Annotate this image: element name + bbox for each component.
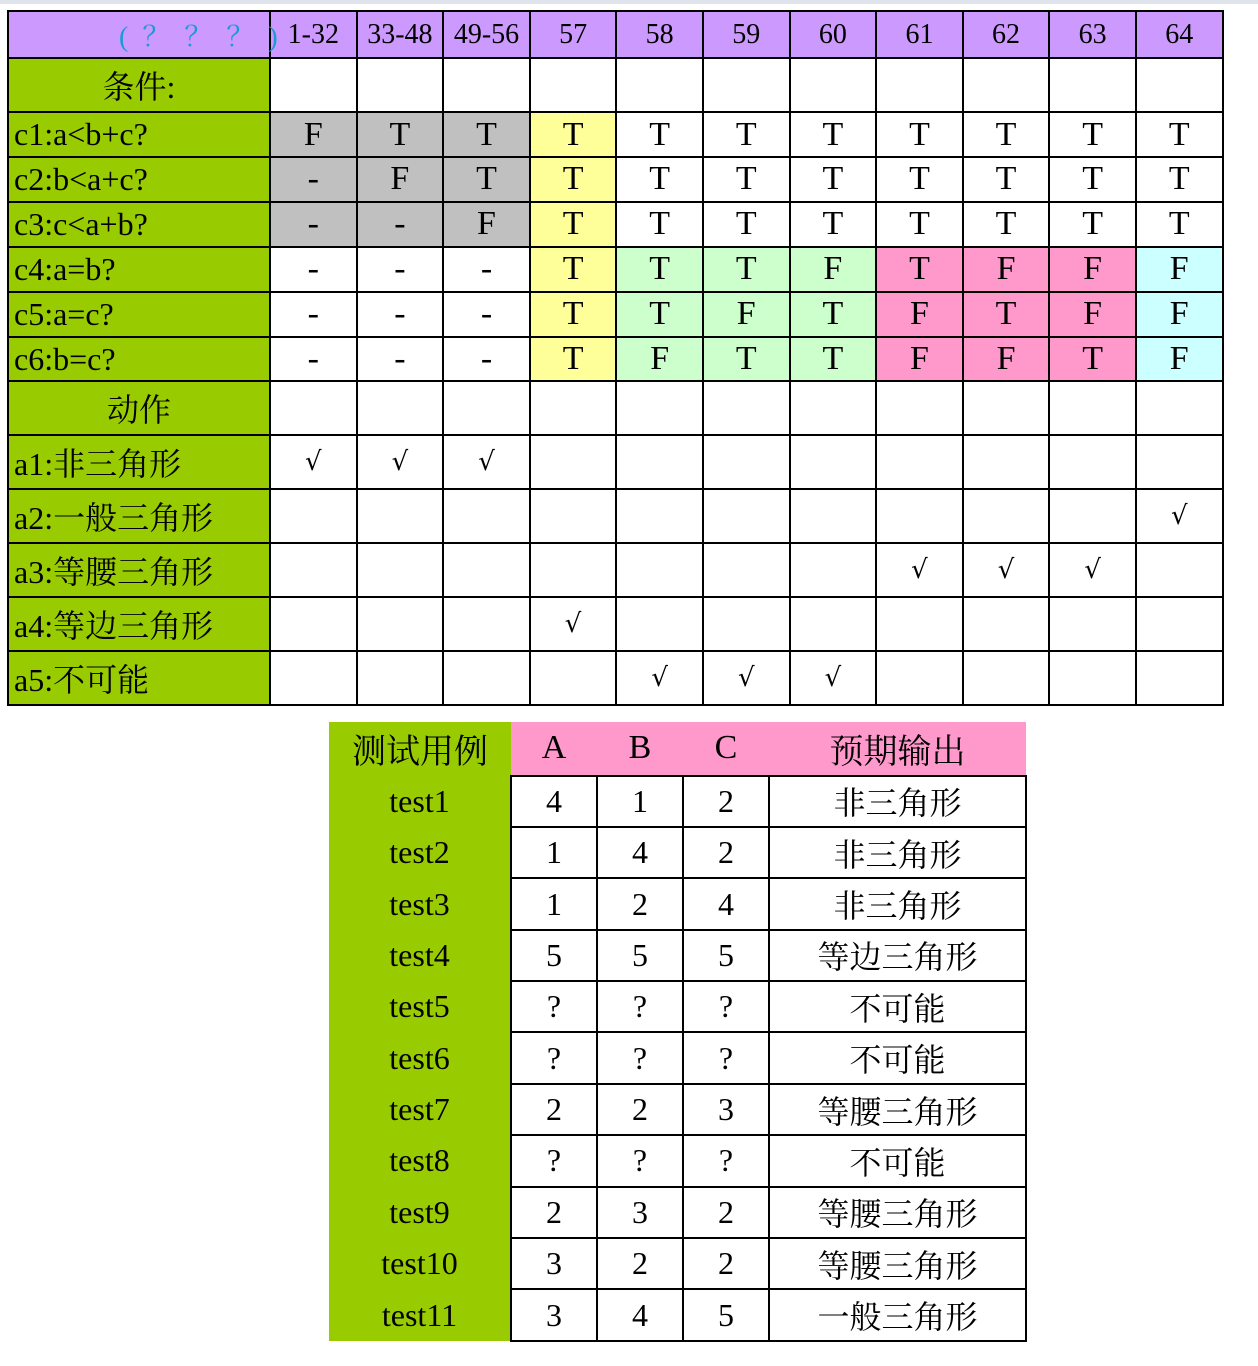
test-name: test8 [329, 1135, 511, 1186]
column-header: 60 [790, 11, 877, 58]
check-cell [443, 597, 530, 651]
cell: T [790, 157, 877, 202]
value-b: ? [597, 1135, 683, 1186]
check-cell [1049, 651, 1136, 705]
check-cell [530, 435, 617, 489]
check-cell [790, 435, 877, 489]
cell: F [1136, 247, 1223, 292]
check-cell [876, 489, 963, 543]
check-cell [876, 651, 963, 705]
cell: T [703, 337, 790, 382]
cell: T [1136, 112, 1223, 157]
cell: T [616, 292, 703, 337]
column-header: 64 [1136, 11, 1223, 58]
cell: T [703, 202, 790, 247]
value-b: 3 [597, 1187, 683, 1238]
cell: T [1049, 337, 1136, 382]
check-cell: √ [1049, 543, 1136, 597]
check-cell [1136, 435, 1223, 489]
table-row [329, 827, 1026, 878]
check-cell [1049, 435, 1136, 489]
test-name: test5 [329, 981, 511, 1032]
check-cell [357, 651, 444, 705]
condition-row-c3 [8, 202, 1223, 247]
cell: T [790, 337, 877, 382]
cell: T [443, 157, 530, 202]
cell: T [963, 112, 1050, 157]
condition-row-c5 [8, 292, 1223, 337]
action-label: a1:非三角形 [8, 435, 270, 489]
expected-output: 不可能 [769, 1135, 1026, 1186]
cell: - [270, 202, 357, 247]
condition-label: c2:b<a+c? [8, 157, 270, 202]
condition-label: c3:c<a+b? [8, 202, 270, 247]
value-a: 3 [511, 1238, 597, 1289]
cell: T [530, 247, 617, 292]
test-name: test3 [329, 878, 511, 929]
actions-heading: 动作 [8, 381, 270, 435]
cell: T [357, 112, 444, 157]
expected-output: 等腰三角形 [769, 1187, 1026, 1238]
expected-output: 非三角形 [769, 878, 1026, 929]
table-row [329, 930, 1026, 981]
check-cell: √ [963, 543, 1050, 597]
check-cell [963, 435, 1050, 489]
check-cell [530, 489, 617, 543]
cell: T [790, 202, 877, 247]
header-expected-output: 预期输出 [769, 722, 1026, 776]
check-cell: √ [1136, 489, 1223, 543]
value-c: 3 [683, 1084, 769, 1135]
table-row [329, 981, 1026, 1032]
cell: T [703, 247, 790, 292]
test-name: test10 [329, 1238, 511, 1289]
value-b: 2 [597, 1084, 683, 1135]
check-cell: √ [270, 435, 357, 489]
test-name: test4 [329, 930, 511, 981]
check-cell [963, 651, 1050, 705]
expected-output: 不可能 [769, 981, 1026, 1032]
check-cell: √ [703, 651, 790, 705]
value-a: ? [511, 1135, 597, 1186]
action-row-a5 [8, 651, 1223, 705]
check-cell [963, 597, 1050, 651]
condition-label: c6:b=c? [8, 337, 270, 382]
test-name: test1 [329, 776, 511, 827]
cell: - [357, 292, 444, 337]
test-name: test7 [329, 1084, 511, 1135]
cell: F [1049, 247, 1136, 292]
value-b: ? [597, 981, 683, 1032]
check-cell [530, 651, 617, 705]
cell: T [530, 157, 617, 202]
cell: T [876, 247, 963, 292]
conditions-heading-row [8, 58, 1223, 112]
cell: T [616, 112, 703, 157]
condition-row-c6 [8, 337, 1223, 382]
value-a: 3 [511, 1289, 597, 1341]
window-top-border [0, 0, 1258, 4]
cell: F [1136, 292, 1223, 337]
expected-output: 非三角形 [769, 776, 1026, 827]
value-b: ? [597, 1032, 683, 1083]
cell: - [443, 292, 530, 337]
expected-output: 不可能 [769, 1032, 1026, 1083]
decision-table [7, 10, 1222, 706]
check-cell [703, 489, 790, 543]
table-row [329, 1187, 1026, 1238]
check-cell [270, 651, 357, 705]
action-row-a2 [8, 489, 1223, 543]
cell: - [357, 247, 444, 292]
value-c: 5 [683, 930, 769, 981]
actions-heading-row [8, 381, 1223, 435]
value-a: 1 [511, 827, 597, 878]
decision-corner-cell: (？？？) [8, 11, 270, 58]
check-cell [357, 489, 444, 543]
table-row [329, 878, 1026, 929]
cell: T [616, 202, 703, 247]
conditions-heading: 条件: [8, 58, 270, 112]
cell: - [443, 247, 530, 292]
cell: T [530, 202, 617, 247]
cell: F [963, 337, 1050, 382]
header-a: A [511, 722, 597, 776]
test-case-header-row [329, 722, 1026, 776]
cell: - [443, 337, 530, 382]
action-label: a5:不可能 [8, 651, 270, 705]
check-cell [1049, 597, 1136, 651]
check-cell [703, 543, 790, 597]
column-header: 33-48 [357, 11, 444, 58]
check-cell [443, 543, 530, 597]
condition-label: c4:a=b? [8, 247, 270, 292]
cell: T [530, 292, 617, 337]
cell: F [357, 157, 444, 202]
column-header: 61 [876, 11, 963, 58]
decision-header-row [8, 11, 1223, 58]
cell: T [1049, 112, 1136, 157]
column-header: 62 [963, 11, 1050, 58]
value-b: 5 [597, 930, 683, 981]
expected-output: 等腰三角形 [769, 1238, 1026, 1289]
action-label: a3:等腰三角形 [8, 543, 270, 597]
check-cell [270, 543, 357, 597]
condition-label: c5:a=c? [8, 292, 270, 337]
check-cell [270, 489, 357, 543]
check-cell [1136, 651, 1223, 705]
expected-output: 非三角形 [769, 827, 1026, 878]
check-cell: √ [876, 543, 963, 597]
check-cell [703, 435, 790, 489]
table-row [329, 776, 1026, 827]
cell: T [530, 337, 617, 382]
check-cell [357, 543, 444, 597]
value-a: 4 [511, 776, 597, 827]
value-a: ? [511, 981, 597, 1032]
cell: T [876, 157, 963, 202]
cell: F [876, 337, 963, 382]
column-header: 59 [703, 11, 790, 58]
value-a: 2 [511, 1084, 597, 1135]
cell: T [530, 112, 617, 157]
value-c: ? [683, 981, 769, 1032]
cell: T [1136, 202, 1223, 247]
condition-row-c1 [8, 112, 1223, 157]
table-row [329, 1135, 1026, 1186]
check-cell [963, 489, 1050, 543]
value-b: 2 [597, 878, 683, 929]
cell: F [876, 292, 963, 337]
test-name: test11 [329, 1289, 511, 1341]
column-header: 58 [616, 11, 703, 58]
check-cell: √ [616, 651, 703, 705]
action-row-a4 [8, 597, 1223, 651]
check-cell [790, 489, 877, 543]
value-c: ? [683, 1135, 769, 1186]
cell: T [876, 112, 963, 157]
test-name: test9 [329, 1187, 511, 1238]
check-cell [876, 597, 963, 651]
value-b: 4 [597, 1289, 683, 1341]
cell: F [1049, 292, 1136, 337]
value-b: 1 [597, 776, 683, 827]
check-cell: √ [790, 651, 877, 705]
cell: F [270, 112, 357, 157]
check-cell [790, 543, 877, 597]
table-row [329, 1084, 1026, 1135]
check-cell [616, 489, 703, 543]
value-c: 2 [683, 827, 769, 878]
cell: T [963, 292, 1050, 337]
check-cell [270, 597, 357, 651]
cell: T [616, 157, 703, 202]
check-cell [616, 597, 703, 651]
check-cell [1049, 489, 1136, 543]
expected-output: 等腰三角形 [769, 1084, 1026, 1135]
action-label: a2:一般三角形 [8, 489, 270, 543]
cell: T [790, 112, 877, 157]
check-cell [703, 597, 790, 651]
cell: T [1049, 202, 1136, 247]
value-c: ? [683, 1032, 769, 1083]
table-row [329, 1032, 1026, 1083]
check-cell: √ [357, 435, 444, 489]
test-name: test2 [329, 827, 511, 878]
cell: T [963, 157, 1050, 202]
cell: F [703, 292, 790, 337]
test-name: test6 [329, 1032, 511, 1083]
check-cell [616, 435, 703, 489]
column-header: 1-32 [270, 11, 357, 58]
value-c: 2 [683, 776, 769, 827]
cell: - [270, 337, 357, 382]
value-a: 1 [511, 878, 597, 929]
cell: - [357, 337, 444, 382]
header-b: B [597, 722, 683, 776]
condition-row-c2 [8, 157, 1223, 202]
cell: F [1136, 337, 1223, 382]
action-row-a3 [8, 543, 1223, 597]
action-row-a1 [8, 435, 1223, 489]
cell: - [270, 247, 357, 292]
cell: F [963, 247, 1050, 292]
check-cell [1136, 543, 1223, 597]
cell: F [443, 202, 530, 247]
expected-output: 一般三角形 [769, 1289, 1026, 1341]
check-cell [616, 543, 703, 597]
column-header: 49-56 [443, 11, 530, 58]
check-cell: √ [443, 435, 530, 489]
table-row [329, 1289, 1026, 1341]
cell: T [963, 202, 1050, 247]
value-c: 4 [683, 878, 769, 929]
cell: T [876, 202, 963, 247]
check-cell [443, 651, 530, 705]
value-a: 5 [511, 930, 597, 981]
value-a: 2 [511, 1187, 597, 1238]
header-test-case: 测试用例 [329, 722, 511, 776]
value-b: 2 [597, 1238, 683, 1289]
value-c: 2 [683, 1238, 769, 1289]
expected-output: 等边三角形 [769, 930, 1026, 981]
table-row [329, 1238, 1026, 1289]
cell: F [616, 337, 703, 382]
action-label: a4:等边三角形 [8, 597, 270, 651]
cell: T [703, 112, 790, 157]
cell: T [1049, 157, 1136, 202]
check-cell [357, 597, 444, 651]
check-cell [1136, 597, 1223, 651]
cell: - [270, 157, 357, 202]
cell: - [270, 292, 357, 337]
value-c: 2 [683, 1187, 769, 1238]
cell: T [443, 112, 530, 157]
header-c: C [683, 722, 769, 776]
value-a: ? [511, 1032, 597, 1083]
column-header: 57 [530, 11, 617, 58]
check-cell [790, 597, 877, 651]
cell: T [1136, 157, 1223, 202]
condition-label: c1:a<b+c? [8, 112, 270, 157]
cell: T [703, 157, 790, 202]
cell: T [790, 292, 877, 337]
check-cell: √ [530, 597, 617, 651]
check-cell [876, 435, 963, 489]
test-case-table [329, 722, 1026, 1342]
value-b: 4 [597, 827, 683, 878]
check-cell [530, 543, 617, 597]
cell: T [616, 247, 703, 292]
condition-row-c4 [8, 247, 1223, 292]
cell: - [357, 202, 444, 247]
value-c: 5 [683, 1289, 769, 1341]
cell: F [790, 247, 877, 292]
column-header: 63 [1049, 11, 1136, 58]
check-cell [443, 489, 530, 543]
